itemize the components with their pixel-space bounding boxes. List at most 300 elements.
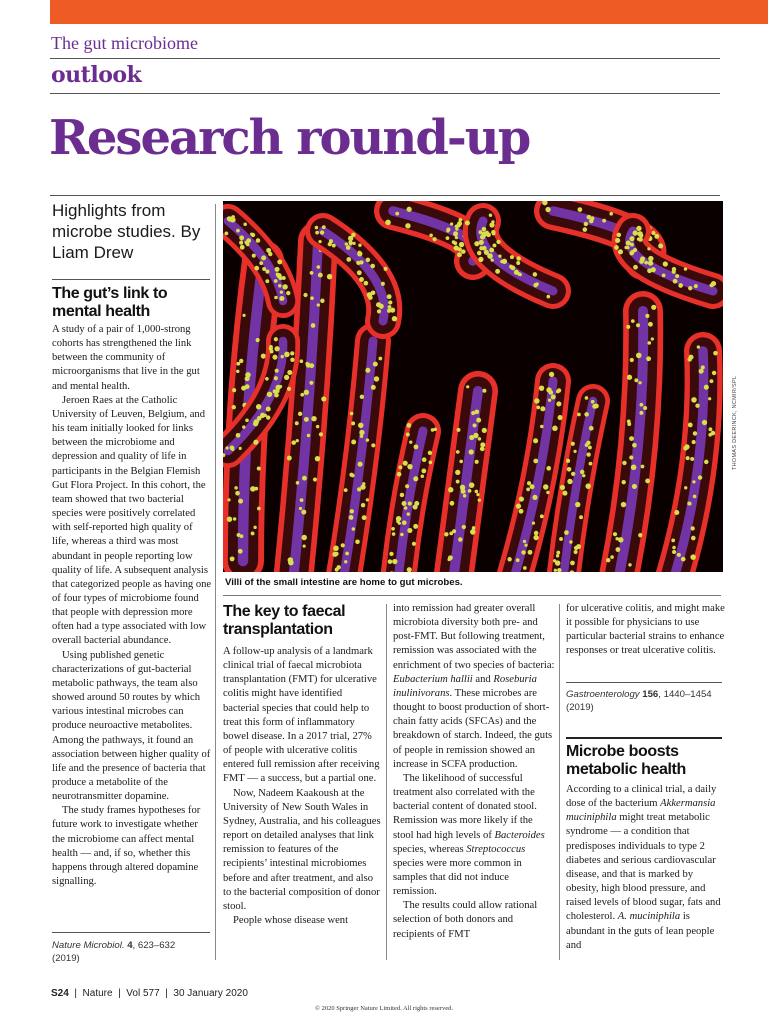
nucleus-dot <box>556 551 560 555</box>
nucleus-dot <box>478 257 483 262</box>
nucleus-dot <box>368 295 372 299</box>
nucleus-dot <box>621 480 625 484</box>
nucleus-dot <box>421 468 426 473</box>
nucleus-dot <box>366 258 371 263</box>
nucleus-dot <box>398 522 401 525</box>
nucleus-dot <box>316 425 319 428</box>
nucleus-dot <box>482 389 486 393</box>
nucleus-dot <box>533 535 538 540</box>
nucleus-dot <box>688 286 692 290</box>
nucleus-dot <box>366 498 369 501</box>
nucleus-dot <box>400 493 404 497</box>
nucleus-dot <box>280 290 283 293</box>
nucleus-dot <box>265 270 269 274</box>
nucleus-dot <box>648 322 653 327</box>
nucleus-dot <box>556 390 560 394</box>
nucleus-dot <box>658 243 663 248</box>
nucleus-dot <box>281 355 284 358</box>
nucleus-dot <box>388 559 393 564</box>
nucleus-dot <box>274 296 278 300</box>
nucleus-dot <box>632 484 637 489</box>
nucleus-dot <box>548 398 551 401</box>
nucleus-dot <box>357 251 362 256</box>
page-title: Research round-up <box>49 110 530 166</box>
nucleus-dot <box>227 498 230 501</box>
nucleus-dot <box>320 230 324 234</box>
article-headline: Microbe boosts metabolic health <box>566 743 686 778</box>
nucleus-dot <box>273 355 277 359</box>
nucleus-dot <box>313 477 317 481</box>
journal-name: Gastroenterology <box>566 689 640 700</box>
nucleus-dot <box>462 525 466 529</box>
nucleus-dot <box>376 302 381 307</box>
nucleus-dot <box>688 423 693 428</box>
nucleus-dot <box>384 267 388 271</box>
nucleus-dot <box>479 240 484 245</box>
nucleus-dot <box>632 443 637 448</box>
nucleus-dot <box>309 381 313 385</box>
nucleus-dot <box>558 415 563 420</box>
nucleus-dot <box>267 392 273 398</box>
nucleus-dot <box>256 404 261 409</box>
nucleus-dot <box>684 444 689 449</box>
paragraph: for ulcerative colitis, and might make it possible for physicians to use particular bacterial strains to enhance responses or treat ulcerative colitis. <box>566 603 725 657</box>
nucleus-dot <box>350 412 354 416</box>
nucleus-dot <box>363 281 368 286</box>
nucleus-dot <box>477 251 481 255</box>
nucleus-dot <box>452 529 456 533</box>
nucleus-dot <box>639 411 643 415</box>
nucleus-dot <box>493 243 497 247</box>
paragraph: Jeroen Raes at the Catholic University of Leuven, Belgium, and his team initially looked for links between the microbiome and depression and quality of life in participants in the Belgian Flemish Gut Flora Project. In this cohort, the team showed that two bacterial species were positively correlated with self-reported high quality of life, whereas a third was most abundant in people reporting low quality of life. A subsequent analysis that categorized people as having one of four types of microbiome found that people with depression more often had a type associated with low overall bacterial abundance. <box>52 394 212 647</box>
nucleus-dot <box>534 398 539 403</box>
reference-rule <box>52 932 210 933</box>
journal-title: Nature <box>82 988 113 999</box>
nucleus-dot <box>546 295 550 299</box>
nucleus-dot <box>246 243 250 247</box>
nucleus-dot <box>562 491 567 496</box>
title-rule <box>50 195 720 196</box>
nucleus-dot <box>409 440 412 443</box>
nucleus-dot <box>405 484 409 488</box>
nucleus-dot <box>392 316 397 321</box>
nucleus-dot <box>613 532 617 536</box>
nucleus-dot <box>640 256 645 261</box>
nucleus-dot <box>262 267 266 271</box>
species-name: A. muciniphila <box>617 911 681 923</box>
nucleus-dot <box>579 515 583 519</box>
nucleus-dot <box>610 555 614 559</box>
nucleus-dot <box>253 526 256 529</box>
nucleus-dot <box>674 510 679 515</box>
nucleus-dot <box>242 425 245 428</box>
nucleus-dot <box>528 550 533 555</box>
nucleus-dot <box>574 550 578 554</box>
nucleus-dot <box>359 277 364 282</box>
nucleus-dot <box>502 259 507 264</box>
nucleus-dot <box>633 230 638 235</box>
article-body <box>52 323 212 889</box>
nucleus-dot <box>638 381 641 384</box>
nucleus-dot <box>566 459 570 463</box>
nucleus-dot <box>686 456 690 460</box>
nucleus-dot <box>291 440 296 445</box>
nucleus-dot <box>712 371 716 375</box>
nucleus-dot <box>586 452 590 456</box>
nucleus-dot <box>638 533 642 537</box>
nucleus-dot <box>290 358 294 362</box>
paragraph: Using published genetic characterizations of gut-bacterial metabolic pathways, the team also showed around 50 routes by which various intestinal microbes can produce neuroactive metabolites. Among the pathways, it found an association between higher quality of life and the presence of bacteria that produce a metabolite of the neurotransmitter dopamine. <box>52 649 211 803</box>
nucleus-dot <box>388 305 392 309</box>
nucleus-dot <box>591 400 595 404</box>
nucleus-dot <box>569 540 572 543</box>
nucleus-dot <box>576 544 581 549</box>
nucleus-dot <box>463 494 467 498</box>
paragraph: People whose disease went <box>233 914 349 926</box>
nucleus-dot <box>257 467 261 471</box>
paragraph: A follow-up analysis of a landmark clinical trial of faecal microbiota transplantation (FMT) for ulcerative colitis might have identified bacterial species that could help to treat this form of inflammatory bowel disease. In a 2017 trial, 27% of people with ulcerative colitis entered full remission after receiving FMT — a success, but a partial one. <box>223 646 380 785</box>
nucleus-dot <box>444 532 448 536</box>
nucleus-dot <box>461 249 466 254</box>
nucleus-dot <box>587 215 592 220</box>
paragraph <box>393 772 555 899</box>
nucleus-dot <box>556 401 561 406</box>
nucleus-dot <box>523 540 526 543</box>
nucleus-dot <box>434 428 437 431</box>
nucleus-dot <box>256 238 261 243</box>
nucleus-dot <box>349 473 353 477</box>
paragraph: Now, Nadeem Kaakoush at the University of New South Wales in Sydney, Australia, and his colleagues report on detailed analyses that link remission to features of the recipients’ intestinal microbiomes before and after treatment, and also to the bacterial composition of donor stool. <box>223 787 381 912</box>
nucleus-dot <box>580 470 585 475</box>
nucleus-dot <box>647 247 650 250</box>
nucleus-dot <box>622 461 626 465</box>
genus-name: Bacteroides <box>494 829 545 841</box>
header-rule <box>50 93 720 94</box>
nucleus-dot <box>250 486 256 492</box>
nucleus-dot <box>575 502 580 507</box>
nucleus-dot <box>633 265 638 270</box>
nucleus-dot <box>554 569 557 572</box>
nucleus-dot <box>469 482 475 488</box>
nucleus-dot <box>675 274 679 278</box>
nucleus-dot <box>259 261 263 265</box>
nucleus-dot <box>236 370 239 373</box>
kicker: outlook <box>51 62 142 88</box>
nucleus-dot <box>315 456 320 461</box>
nucleus-dot <box>524 544 527 547</box>
nucleus-dot <box>224 232 228 236</box>
nucleus-dot <box>521 550 526 555</box>
article-headline: The gut’s link to mental health <box>52 285 168 320</box>
nucleus-dot <box>355 539 360 544</box>
nucleus-dot <box>644 261 648 265</box>
nucleus-dot <box>397 472 402 477</box>
nucleus-dot <box>636 353 642 359</box>
article-body <box>223 645 381 928</box>
nucleus-dot <box>270 350 274 354</box>
nucleus-dot <box>615 547 620 552</box>
nucleus-dot <box>357 487 361 491</box>
nucleus-dot <box>474 409 479 414</box>
nucleus-dot <box>252 254 256 258</box>
nucleus-dot <box>589 426 594 431</box>
nucleus-dot <box>395 212 399 216</box>
nucleus-dot <box>320 299 324 303</box>
nucleus-dot <box>704 460 708 464</box>
nucleus-dot <box>407 512 410 515</box>
nucleus-dot <box>296 439 299 442</box>
nucleus-dot <box>516 261 520 265</box>
nucleus-dot <box>318 240 321 243</box>
nucleus-dot <box>651 231 655 235</box>
nucleus-dot <box>233 517 236 520</box>
nucleus-dot <box>422 457 427 462</box>
figure-caption: Villi of the small intestine are home to gut microbes. <box>225 577 463 588</box>
nucleus-dot <box>361 503 365 507</box>
nucleus-dot <box>540 406 545 411</box>
nucleus-dot <box>352 242 355 245</box>
nucleus-dot <box>378 357 382 361</box>
genus-name: Streptococcus <box>466 843 526 855</box>
nucleus-dot <box>647 341 651 345</box>
nucleus-dot <box>287 387 291 391</box>
nucleus-dot <box>480 447 485 452</box>
nucleus-dot <box>237 533 241 537</box>
nucleus-dot <box>516 504 521 509</box>
nucleus-dot <box>693 495 697 499</box>
nucleus-dot <box>239 447 242 450</box>
nucleus-dot <box>540 514 544 518</box>
page-number: S24 <box>51 988 69 999</box>
nucleus-dot <box>448 487 453 492</box>
nucleus-dot <box>377 309 381 313</box>
nucleus-dot <box>413 476 418 481</box>
nucleus-dot <box>310 271 314 275</box>
nucleus-dot <box>274 376 278 380</box>
nucleus-dot <box>540 425 544 429</box>
nucleus-dot <box>684 267 687 270</box>
nucleus-dot <box>344 560 347 563</box>
nucleus-dot <box>546 466 551 471</box>
nucleus-dot <box>519 509 524 514</box>
nucleus-dot <box>392 532 396 536</box>
nucleus-dot <box>245 418 249 422</box>
nucleus-dot <box>713 351 718 356</box>
nucleus-dot <box>288 557 294 563</box>
nucleus-dot <box>585 396 589 400</box>
nucleus-dot <box>645 314 649 318</box>
nucleus-dot <box>495 269 500 274</box>
nucleus-dot <box>585 443 589 447</box>
nucleus-dot <box>242 314 245 317</box>
nucleus-dot <box>456 223 460 227</box>
nucleus-dot <box>627 419 631 423</box>
nucleus-dot <box>549 372 554 377</box>
nucleus-dot <box>469 449 474 454</box>
nucleus-dot <box>300 393 304 397</box>
nucleus-dot <box>618 537 623 542</box>
nucleus-dot <box>305 362 309 366</box>
nucleus-dot <box>615 238 620 243</box>
nucleus-dot <box>446 229 449 232</box>
lede-rule <box>52 279 210 280</box>
nucleus-dot <box>329 239 333 243</box>
nucleus-dot <box>388 300 392 304</box>
nucleus-dot <box>564 530 569 535</box>
nucleus-dot <box>315 231 319 235</box>
nucleus-dot <box>299 507 302 510</box>
nucleus-dot <box>455 236 458 239</box>
nucleus-dot <box>450 222 453 225</box>
nucleus-dot <box>570 561 575 566</box>
nucleus-dot <box>618 249 623 254</box>
nucleus-dot <box>421 474 425 478</box>
nucleus-dot <box>689 355 694 360</box>
nucleus-dot <box>352 527 355 530</box>
nucleus-dot <box>311 323 316 328</box>
nucleus-dot <box>466 385 469 388</box>
nucleus-dot <box>365 368 370 373</box>
nucleus-dot <box>627 375 632 380</box>
nucleus-dot <box>539 386 544 391</box>
nucleus-dot <box>290 351 294 355</box>
nucleus-dot <box>536 406 540 410</box>
nucleus-dot <box>478 498 481 501</box>
nucleus-dot <box>672 270 676 274</box>
nucleus-dot <box>555 560 560 565</box>
nucleus-dot <box>663 261 668 266</box>
journal-volume: 4 <box>127 940 133 951</box>
journal-year: (2019) <box>566 702 594 713</box>
nucleus-dot <box>230 556 235 561</box>
micrograph-image <box>223 201 723 572</box>
nucleus-dot <box>287 370 292 375</box>
text-run: species were more common in samples that did not induce remission. <box>393 857 522 898</box>
nucleus-dot <box>332 552 337 557</box>
nucleus-dot <box>456 480 460 484</box>
nucleus-dot <box>351 440 356 445</box>
nucleus-dot <box>254 266 259 271</box>
column-divider <box>559 604 560 960</box>
nucleus-dot <box>609 212 613 216</box>
nucleus-dot <box>253 421 258 426</box>
nucleus-dot <box>695 404 699 408</box>
nucleus-dot <box>432 237 436 241</box>
issue-date: 30 January 2020 <box>173 988 248 999</box>
nucleus-dot <box>304 417 309 422</box>
nucleus-dot <box>336 565 340 569</box>
nucleus-dot <box>519 497 524 502</box>
nucleus-dot <box>266 406 271 411</box>
nucleus-dot <box>265 377 269 381</box>
nucleus-dot <box>511 266 516 271</box>
nucleus-dot <box>636 226 641 231</box>
nucleus-dot <box>691 536 696 541</box>
nucleus-dot <box>567 467 572 472</box>
text-run: species, whereas <box>393 843 464 855</box>
nucleus-dot <box>507 557 511 561</box>
species-name: Akkermansia muciniphila <box>566 798 716 824</box>
nucleus-dot <box>578 207 583 212</box>
nucleus-dot <box>573 450 576 453</box>
nucleus-dot <box>301 535 307 541</box>
nucleus-dot <box>523 566 527 570</box>
nucleus-dot <box>708 427 712 431</box>
nucleus-dot <box>584 412 589 417</box>
nucleus-dot <box>480 442 485 447</box>
nucleus-dot <box>227 516 233 522</box>
nucleus-dot <box>300 498 304 502</box>
nucleus-dot <box>646 356 651 361</box>
nucleus-dot <box>678 283 683 288</box>
nucleus-dot <box>358 243 361 246</box>
nucleus-dot <box>692 440 696 444</box>
separator: | <box>165 988 168 999</box>
nucleus-dot <box>629 455 633 459</box>
article-body <box>393 602 555 942</box>
nucleus-dot <box>358 423 363 428</box>
nucleus-dot <box>571 472 575 476</box>
text-run: might treat metabolic syndrome — a condition that predisposes individuals to type 2 diabetes and serious cardiovascular disease, and that is marked by obesity, high blood pressure, and raised levels of blood sugar, fats and cholesterol. <box>566 812 721 923</box>
nucleus-dot <box>645 478 650 483</box>
article-headline: The key to faecal transplantation <box>223 603 346 638</box>
nucleus-dot <box>245 384 250 389</box>
nucleus-dot <box>631 465 637 471</box>
nucleus-dot <box>606 558 610 562</box>
nucleus-dot <box>304 390 309 395</box>
nucleus-dot <box>239 241 243 245</box>
nucleus-dot <box>453 231 458 236</box>
nucleus-dot <box>631 250 635 254</box>
nucleus-dot <box>414 444 419 449</box>
nucleus-dot <box>602 219 606 223</box>
nucleus-dot <box>407 423 412 428</box>
nucleus-dot <box>585 483 591 489</box>
nucleus-dot <box>310 296 314 300</box>
nucleus-dot <box>321 396 326 401</box>
nucleus-dot <box>265 279 269 283</box>
nucleus-dot <box>532 495 537 500</box>
nucleus-dot <box>317 303 320 306</box>
nucleus-dot <box>589 462 593 466</box>
nucleus-dot <box>455 470 460 475</box>
nucleus-dot <box>295 421 299 425</box>
nucleus-dot <box>332 244 336 248</box>
paragraph: The study frames hypotheses for future work to investigate whether the microbiome can affect mental health — and, if so, whether this happens through altered dopamine signalling. <box>52 805 201 888</box>
nucleus-dot <box>261 353 266 358</box>
nucleus-dot <box>279 296 284 301</box>
nucleus-dot <box>615 537 618 540</box>
nucleus-dot <box>303 293 307 297</box>
nucleus-dot <box>697 345 700 348</box>
nucleus-dot <box>621 502 626 507</box>
nucleus-dot <box>482 428 487 433</box>
nucleus-dot <box>543 484 548 489</box>
nucleus-dot <box>243 222 247 226</box>
nucleus-dot <box>371 385 376 390</box>
nucleus-dot <box>533 283 538 288</box>
nucleus-dot <box>614 245 619 250</box>
nucleus-dot <box>510 255 514 259</box>
nucleus-dot <box>234 486 238 490</box>
nucleus-dot <box>626 246 629 249</box>
nucleus-dot <box>360 435 363 438</box>
nucleus-dot <box>373 362 378 367</box>
nucleus-dot <box>345 552 349 556</box>
nucleus-dot <box>407 207 412 212</box>
nucleus-dot <box>617 233 622 238</box>
nucleus-dot <box>690 457 694 461</box>
